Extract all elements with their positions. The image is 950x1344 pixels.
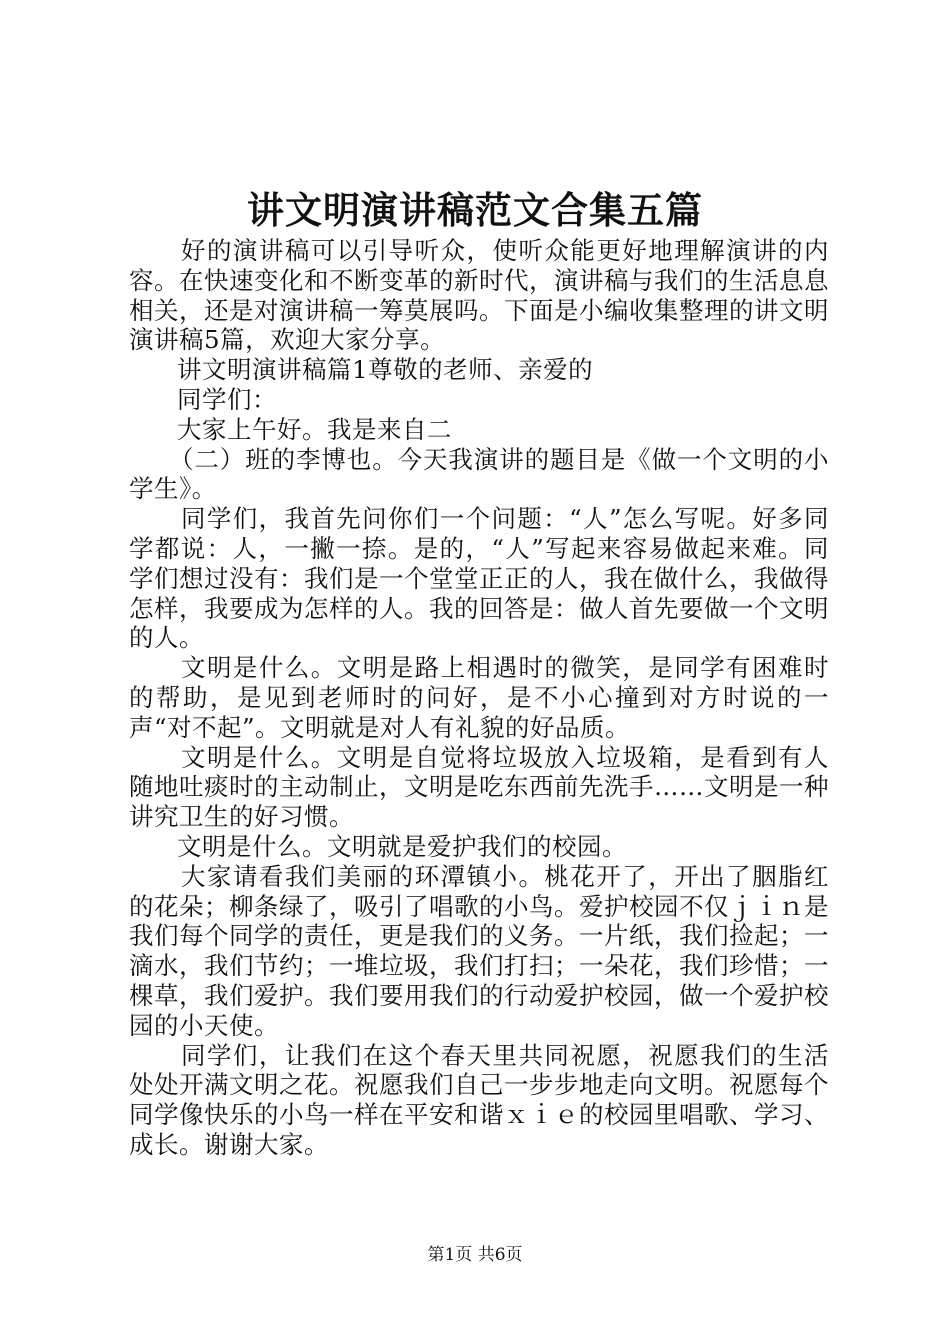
paragraph-civility-2: 文明是什么。文明是自觉将垃圾放入垃圾箱，是看到有人随地吐痰时的主动制止，文明是吃东西前先洗手……文明是一种讲究卫生的好习惯。: [129, 742, 829, 832]
paragraph-civility-1: 文明是什么。文明是路上相遇时的微笑，是同学有困难时的帮助，是见到老师时的问好，是不小心撞到对方时说的一声“对不起”。文明就是对人有礼貌的好品质。: [129, 653, 829, 742]
paragraph-class: （二）班的李博也。今天我演讲的题目是《做一个文明的小学生》。: [129, 444, 829, 504]
page-footer: 第1页 共6页: [427, 1245, 523, 1265]
paragraph-campus: 大家请看我们美丽的环潭镇小。桃花开了，开出了胭脂红的花朵；柳条绿了，吸引了唱歌的小鸟。爱护校园不仅ｊｉｎ是我们每个同学的责任，更是我们的义务。一片纸，我们捡起；一滴水，我们节约；一堆垃圾，我们打扫；一朵花，我们珍惜；一棵草，我们爱护。我们要用我们的行动爱护校园，做一个爱护校园的小天使。: [129, 861, 829, 1040]
paragraph-morning: 大家上午好。我是来自二: [177, 414, 452, 444]
paragraph-civility-3: 文明是什么。文明就是爱护我们的校园。: [177, 831, 627, 861]
paragraph-intro: 好的演讲稿可以引导听众，使听众能更好地理解演讲的内容。在快速变化和不断变革的新时代，演讲稿与我们的生活息息相关，还是对演讲稿一筹莫展吗。下面是小编收集整理的讲文明演讲稿5篇，欢迎大家分享。: [129, 236, 829, 355]
paragraph-heading-1: 讲文明演讲稿篇1尊敬的老师、亲爱的: [177, 355, 594, 385]
document-body: [129, 236, 829, 1160]
paragraph-greeting: 同学们：: [177, 384, 277, 414]
paragraph-question: 同学们，我首先问你们一个问题：“人”怎么写呢。好多同学都说：人，一撇一捺。是的，“人”写起来容易做起来难。同学们想过没有：我们是一个堂堂正正的人，我在做什么，我做得怎样，我要成为怎样的人。我的回答是：做人首先要做一个文明的人。: [129, 504, 829, 653]
document-title: 讲文明演讲稿范文合集五篇: [247, 188, 703, 232]
paragraph-closing: 同学们，让我们在这个春天里共同祝愿，祝愿我们的生活处处开满文明之花。祝愿我们自己一步步地走向文明。祝愿每个同学像快乐的小鸟一样在平安和谐ｘｉｅ的校园里唱歌、学习、成长。谢谢大家。: [129, 1040, 829, 1159]
